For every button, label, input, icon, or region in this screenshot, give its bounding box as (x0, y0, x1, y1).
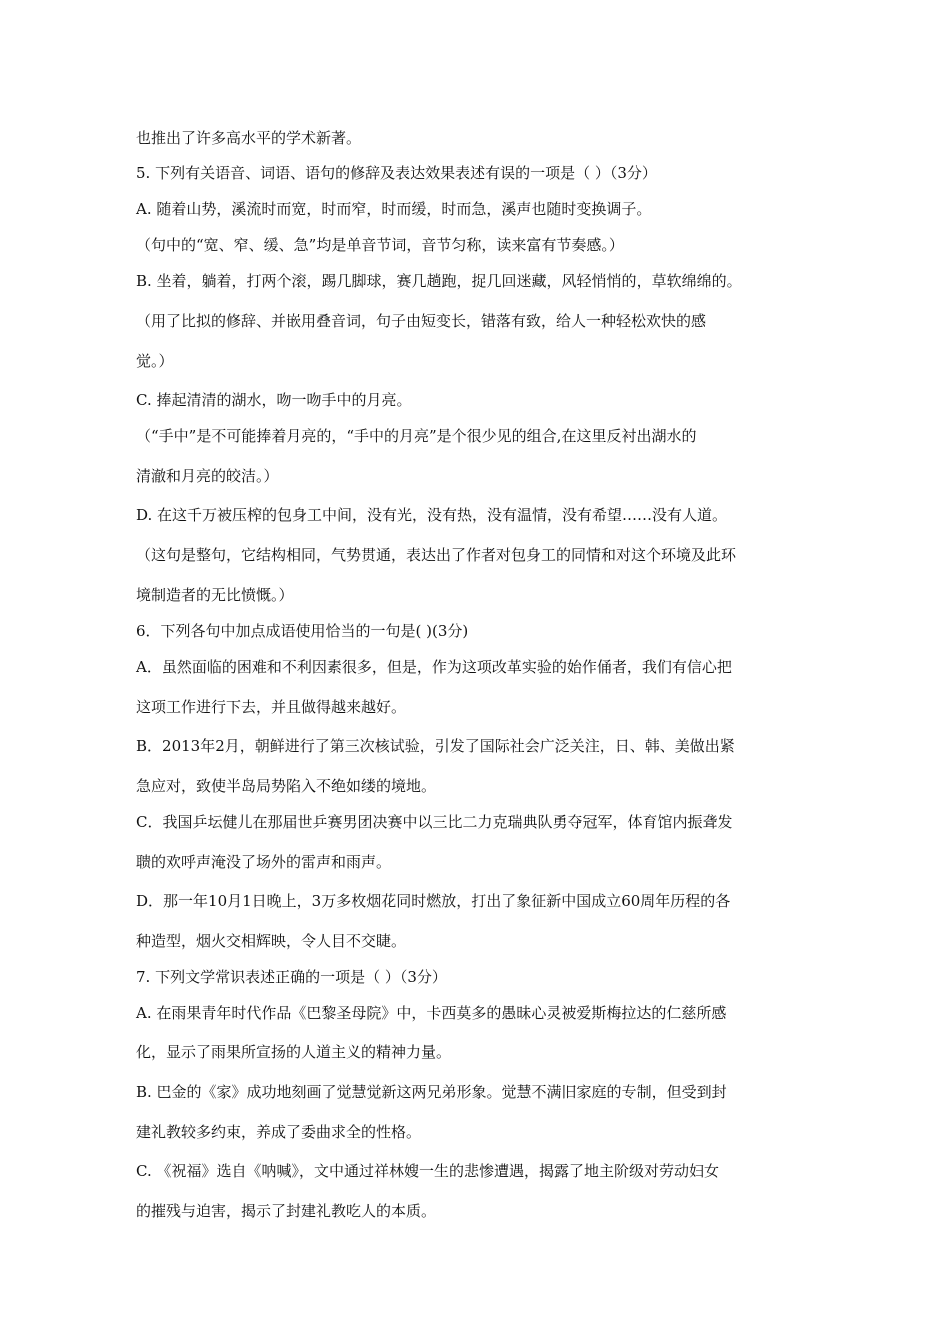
question-5-stem: 5. 下列有关语音、词语、语句的修辞及表达效果表述有误的一项是（ ）（3分） (136, 164, 657, 182)
question-7-option-b: 建礼教较多约束，养成了委曲求全的性格。 (136, 1123, 422, 1141)
question-7-option-c: 的摧残与迫害，揭示了封建礼教吃人的本质。 (136, 1202, 437, 1220)
question-5-option-a: A. 随着山势，溪流时而宽，时而窄，时而缓，时而急，溪声也随时变换调子。 (136, 200, 652, 218)
question-5-option-c-note: （“手中”是不可能捧着月亮的，“手中的月亮”是个很少见的组合,在这里反衬出湖水的 (136, 427, 697, 445)
question-6-option-b: 急应对，致使半岛局势陷入不绝如缕的境地。 (136, 777, 437, 795)
text-line: 也推出了许多高水平的学术新著。 (136, 129, 362, 147)
question-5-option-a-note: （句中的“宽、窄、缓、急”均是单音节词，音节匀称，读来富有节奏感。） (136, 236, 624, 254)
question-7-option-a: 化，显示了雨果所宣扬的人道主义的精神力量。 (136, 1043, 452, 1061)
question-5-option-b: B. 坐着，躺着，打两个滚，踢几脚球，赛几趟跑，捉几回迷藏，风轻悄悄的，草软绵绵的。 (136, 272, 742, 290)
question-7-option-a: A. 在雨果青年时代作品《巴黎圣母院》中，卡西莫多的愚昧心灵被爱斯梅拉达的仁慈所感 (136, 1004, 727, 1022)
question-5-option-b-note: （用了比拟的修辞、并嵌用叠音词，句子由短变长，错落有致，给人一种轻松欢快的感 (136, 312, 707, 330)
question-7-option-b: B. 巴金的《家》成功地刻画了觉慧觉新这两兄弟形象。觉慧不满旧家庭的专制，但受到封 (136, 1083, 727, 1101)
question-6-option-a: 这项工作进行下去，并且做得越来越好。 (136, 698, 407, 716)
question-7-option-c: C. 《祝福》选自《呐喊》，文中通过祥林嫂一生的悲惨遭遇，揭露了地主阶级对劳动妇女 (136, 1162, 719, 1180)
question-5-option-d: D. 在这千万被压榨的包身工中间，没有光，没有热，没有温情，没有希望……没有人道。 (136, 506, 728, 524)
question-7-stem: 7. 下列文学常识表述正确的一项是（ ）（3分） (136, 968, 447, 986)
question-6-option-b: B．2013年2月，朝鲜进行了第三次核试验，引发了国际社会广泛关注，日、韩、美做出紧 (136, 737, 735, 755)
question-5-option-c: C. 捧起清清的湖水，吻一吻手中的月亮。 (136, 391, 412, 409)
question-5-option-d-note: （这句是整句，它结构相同，气势贯通，表达出了作者对包身工的同情和对这个环境及此环 (136, 546, 737, 564)
question-6-option-c: C．我国乒坛健儿在那届世乒赛男团决赛中以三比二力克瑞典队勇夺冠军，体育馆内振聋发 (136, 813, 733, 831)
question-6-option-d: 种造型，烟火交相辉映，令人目不交睫。 (136, 932, 407, 950)
question-5-option-d-note: 境制造者的无比愤慨。） (136, 586, 294, 604)
question-6-option-c: 聩的欢呼声淹没了场外的雷声和雨声。 (136, 853, 392, 871)
question-6-option-d: D．那一年10月1日晚上，3万多枚烟花同时燃放，打出了象征新中国成立60周年历程的各 (136, 892, 731, 910)
question-6-stem: 6．下列各句中加点成语使用恰当的一句是( )(3分) (136, 622, 469, 640)
question-5-option-c-note: 清澈和月亮的皎洁。） (136, 467, 279, 485)
question-6-option-a: A．虽然面临的困难和不利因素很多，但是，作为这项改革实验的始作俑者，我们有信心把 (136, 658, 732, 676)
question-5-option-b-note: 觉。） (136, 352, 174, 370)
